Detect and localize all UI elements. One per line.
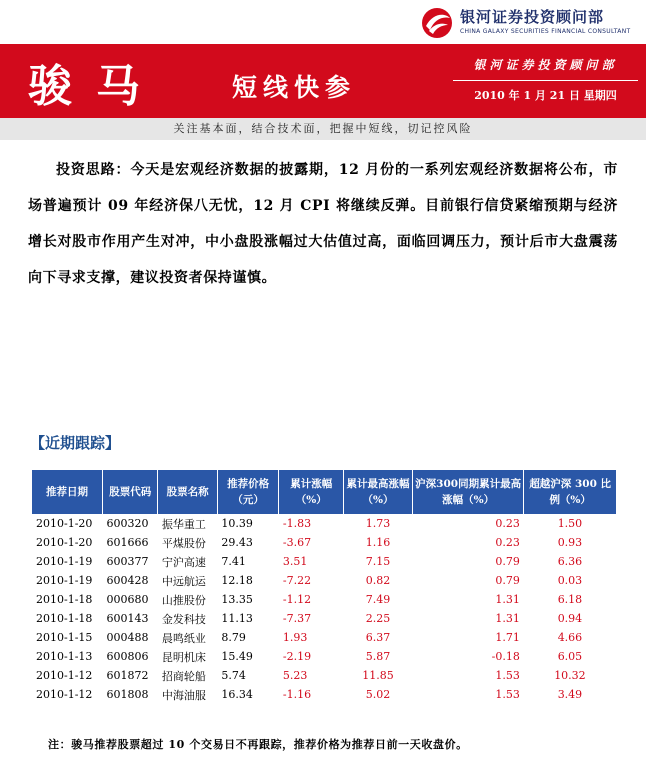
brand-name-en: CHINA GALAXY SECURITIES FINANCIAL CONSULTANT (460, 28, 631, 35)
cell-price: 8.79 (217, 628, 279, 647)
slogan-bar: 关注基本面，结合技术面，把握中短线，切记控风险 (0, 118, 646, 140)
cell-change: -1.12 (279, 590, 344, 609)
cell-change: -1.16 (279, 685, 344, 704)
cell-date: 2010-1-19 (32, 552, 103, 571)
cell-excess: 4.66 (524, 628, 616, 647)
cell-hs300: -0.18 (412, 647, 524, 666)
cell-max: 7.15 (344, 552, 413, 571)
cell-code: 600806 (103, 647, 158, 666)
cell-hs300: 1.71 (412, 628, 524, 647)
table-row (32, 571, 616, 590)
cell-change: -1.83 (279, 514, 344, 533)
cell-price: 12.18 (217, 571, 279, 590)
report-date: 2010 年 1 月 21 日 星期四 (474, 89, 617, 102)
cell-change: -7.37 (279, 609, 344, 628)
cell-excess: 10.32 (524, 666, 616, 685)
cell-date: 2010-1-19 (32, 571, 103, 590)
cell-name: 山推股份 (158, 590, 217, 609)
header-code: 股票代码 (103, 470, 158, 514)
cell-hs300: 1.53 (412, 666, 524, 685)
brand-name-cn: 银河证券投资顾问部 (460, 8, 605, 26)
table-row (32, 609, 616, 628)
cell-hs300: 0.79 (412, 552, 524, 571)
cell-price: 10.39 (217, 514, 279, 533)
table-header-row (32, 470, 616, 514)
cell-excess: 6.05 (524, 647, 616, 666)
table-row (32, 647, 616, 666)
table-row (32, 590, 616, 609)
cell-max: 0.82 (344, 571, 413, 590)
cell-name: 中海油服 (158, 685, 217, 704)
cell-change: -2.19 (279, 647, 344, 666)
cell-date: 2010-1-12 (32, 666, 103, 685)
banner-info-box (445, 44, 646, 118)
cell-max: 1.73 (344, 514, 413, 533)
header-hs300: 沪深300同期累计最高涨幅（%） (412, 470, 524, 514)
cell-name: 振华重工 (158, 514, 217, 533)
cell-code: 601666 (103, 533, 158, 552)
table-row (32, 628, 616, 647)
cell-change: -3.67 (279, 533, 344, 552)
table-row (32, 514, 616, 533)
cell-price: 7.41 (217, 552, 279, 571)
cell-price: 11.13 (217, 609, 279, 628)
cell-max: 2.25 (344, 609, 413, 628)
header-price: 推荐价格（元） (217, 470, 279, 514)
cell-excess: 1.50 (524, 514, 616, 533)
cell-date: 2010-1-20 (32, 533, 103, 552)
cell-name: 中远航运 (158, 571, 217, 590)
cell-hs300: 1.53 (412, 685, 524, 704)
cell-price: 13.35 (217, 590, 279, 609)
cell-max: 7.49 (344, 590, 413, 609)
cell-name: 招商轮船 (158, 666, 217, 685)
cell-excess: 6.18 (524, 590, 616, 609)
header-change: 累计涨幅（%） (279, 470, 344, 514)
cell-hs300: 0.23 (412, 514, 524, 533)
cell-date: 2010-1-20 (32, 514, 103, 533)
table-row (32, 666, 616, 685)
banner-divider (453, 80, 638, 81)
cell-date: 2010-1-18 (32, 590, 103, 609)
cell-max: 5.02 (344, 685, 413, 704)
cell-hs300: 1.31 (412, 590, 524, 609)
table-body (32, 514, 616, 704)
cell-name: 昆明机床 (158, 647, 217, 666)
cell-date: 2010-1-15 (32, 628, 103, 647)
cell-max: 5.87 (344, 647, 413, 666)
cell-code: 600143 (103, 609, 158, 628)
report-title: 骏马 (28, 61, 164, 112)
header-max: 累计最高涨幅（%） (344, 470, 413, 514)
cell-name: 晨鸣纸业 (158, 628, 217, 647)
cell-code: 600320 (103, 514, 158, 533)
cell-hs300: 0.79 (412, 571, 524, 590)
table-row (32, 552, 616, 571)
cell-code: 000680 (103, 590, 158, 609)
header-excess: 超越沪深 300 比例（%） (524, 470, 616, 514)
galaxy-logo-icon (420, 6, 454, 40)
cell-date: 2010-1-13 (32, 647, 103, 666)
cell-price: 16.34 (217, 685, 279, 704)
cell-max: 6.37 (344, 628, 413, 647)
cell-change: 1.93 (279, 628, 344, 647)
tracking-table (32, 470, 616, 704)
header-banner (0, 44, 646, 118)
table-row (32, 533, 616, 552)
section-title-recent-tracking: 【近期跟踪】 (30, 434, 121, 452)
cell-excess: 0.93 (524, 533, 616, 552)
cell-code: 000488 (103, 628, 158, 647)
cell-excess: 0.94 (524, 609, 616, 628)
cell-price: 29.43 (217, 533, 279, 552)
cell-excess: 6.36 (524, 552, 616, 571)
cell-hs300: 1.31 (412, 609, 524, 628)
cell-change: 3.51 (279, 552, 344, 571)
cell-max: 1.16 (344, 533, 413, 552)
cell-date: 2010-1-12 (32, 685, 103, 704)
report-subtitle: 短线快参 (232, 73, 357, 102)
cell-excess: 0.03 (524, 571, 616, 590)
cell-price: 15.49 (217, 647, 279, 666)
cell-code: 601872 (103, 666, 158, 685)
cell-name: 金发科技 (158, 609, 217, 628)
banner-department: 银河证券投资顾问部 (473, 58, 618, 72)
cell-hs300: 0.23 (412, 533, 524, 552)
cell-code: 600377 (103, 552, 158, 571)
cell-max: 11.85 (344, 666, 413, 685)
brand-logo (420, 4, 646, 44)
cell-code: 600428 (103, 571, 158, 590)
cell-change: 5.23 (279, 666, 344, 685)
cell-excess: 3.49 (524, 685, 616, 704)
header-name: 股票名称 (158, 470, 217, 514)
footnote: 注：骏马推荐股票超过 10 个交易日不再跟踪，推荐价格为推荐日前一天收盘价。 (48, 738, 468, 751)
cell-change: -7.22 (279, 571, 344, 590)
cell-date: 2010-1-18 (32, 609, 103, 628)
cell-price: 5.74 (217, 666, 279, 685)
table-row (32, 685, 616, 704)
cell-name: 宁沪高速 (158, 552, 217, 571)
investment-thesis-paragraph: 投资思路：今天是宏观经济数据的披露期，12 月份的一系列宏观经济数据将公布，市场普遍预计 09 年经济保八无忧，12 月 CPI 将继续反弹。目前银行信贷紧缩预期与经济增长对股市作用产生对冲，中小盘股涨幅过大估值过高，面临回调压力，预计后市大盘震荡向下寻求支撑，建议投资者保持谨慎。 (28, 162, 618, 286)
cell-code: 601808 (103, 685, 158, 704)
cell-name: 平煤股份 (158, 533, 217, 552)
header-date: 推荐日期 (32, 470, 103, 514)
